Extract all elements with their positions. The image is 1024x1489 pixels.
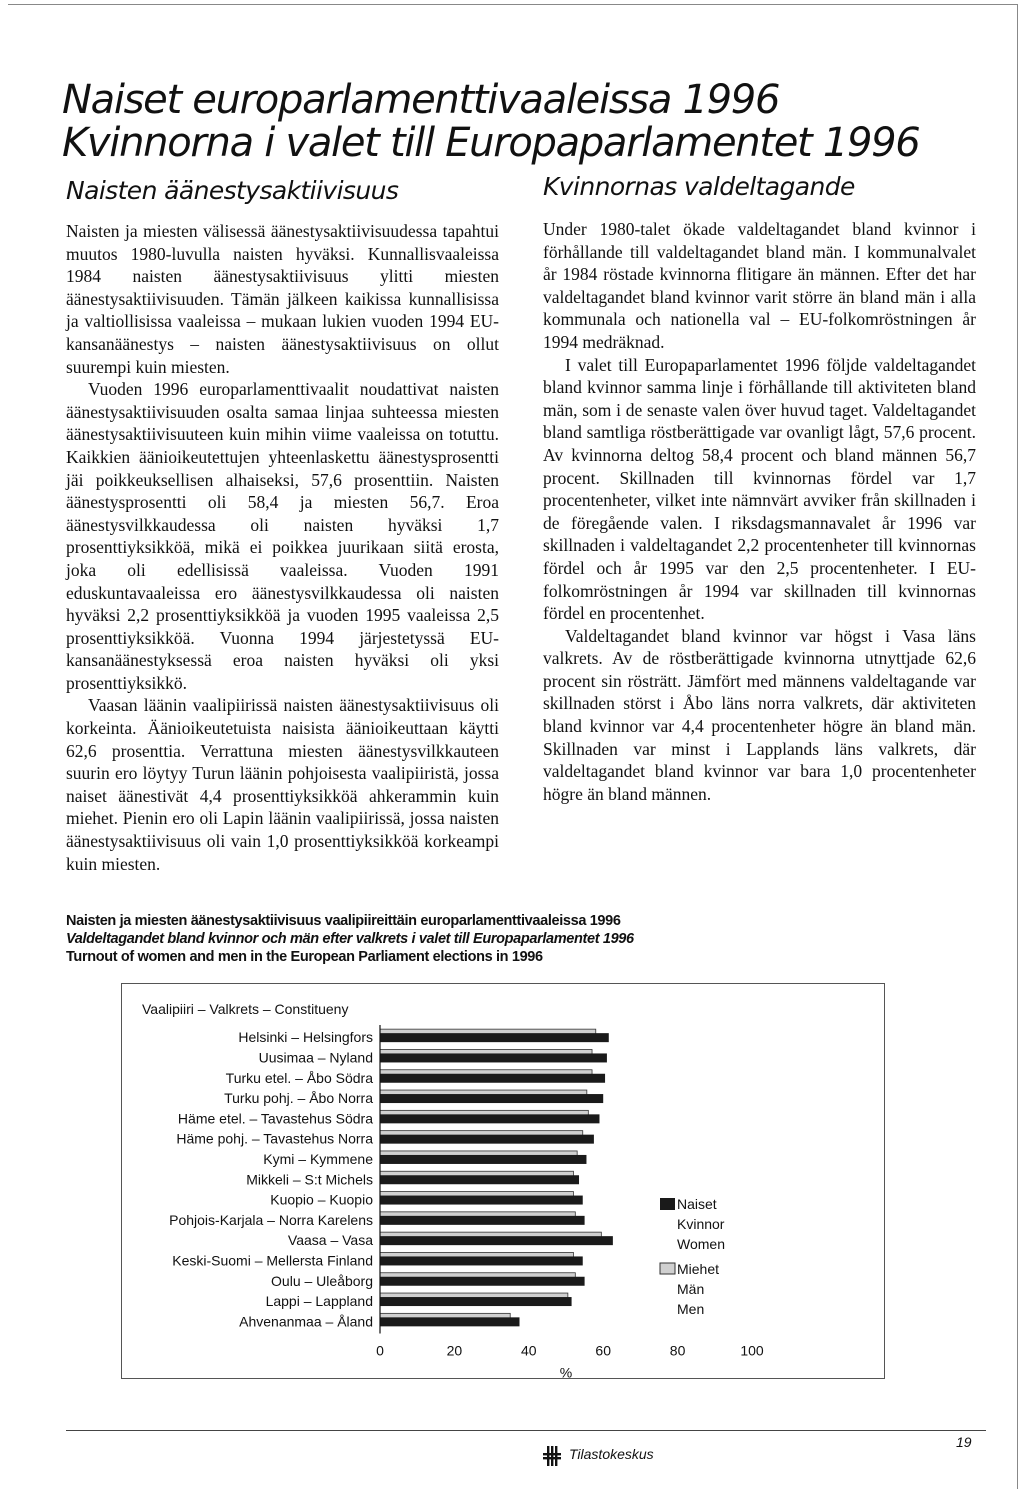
x-tick-label: 40: [521, 1342, 537, 1359]
bar-women: [380, 1196, 583, 1205]
category-label: Helsinki – Helsingfors: [238, 1029, 373, 1046]
x-axis-label: %: [559, 1364, 573, 1378]
bar-women: [380, 1155, 586, 1164]
category-label: Uusimaa – Nyland: [258, 1049, 373, 1066]
bar-women: [380, 1317, 520, 1326]
bar-women: [380, 1277, 585, 1286]
category-label: Häme pohj. – Tavastehus Norra: [176, 1130, 373, 1147]
category-label: Keski-Suomi – Mellersta Finland: [172, 1252, 373, 1269]
finnish-paragraph: Vaasan läänin vaalipiirissä naisten äänestysaktiivisuus oli korkeinta. Äänioikeutetuista naisista äänioikeuttaan käytti 62,6 prosenttia. Verrattuna miesten äänestysvilkkauteen suurin ero löytyy Turun läänin pohjoisesta vaalipiiristä, jossa naiset äänestivät 4,4 prosenttiyksikköä ahkerammin kuin miehet. Pienin ero oli Lapin läänin vaalipiirissä, jossa naisten äänestysaktiivisuus oli vain 1,0 prosenttiyksikköä korkeampi kuin miesten.: [66, 695, 499, 874]
legend-label-men-en: Men: [677, 1301, 705, 1317]
bar-women: [380, 1074, 605, 1083]
category-label: Häme etel. – Tavastehus Södra: [177, 1110, 373, 1127]
legend-label-men-fi: Miehet: [677, 1261, 720, 1277]
footer-publisher: Tilastokeskus: [569, 1446, 654, 1462]
title-swedish: Kvinnorna i valet till Europaparlamentet 1996: [62, 120, 920, 166]
bar-women: [380, 1175, 579, 1184]
category-header: Vaalipiiri – Valkrets – Constitueny: [142, 1001, 349, 1017]
finnish-paragraph: Naisten ja miesten välisessä äänestysaktiivisuudessa tapahtui muutos 1980-luvulla naisten hyväksi. Kunnallisvaaleissa 1984 naisten äänestysaktiivisuus ylitti miesten äänestysaktiivisuuden. Tämän jälkeen kaikissa kunnallisissa ja valtiollisissa vaaleissa – mukaan lukien vuoden 1994 EU-kansanäänestys – naisten äänestysaktiivisuus on ollut suurempi kuin miesten.: [66, 221, 499, 377]
category-label: Vaasa – Vasa: [287, 1232, 373, 1249]
chart-frame: [121, 983, 885, 1379]
title-finnish: Naiset europarlamenttivaaleissa 1996: [62, 77, 780, 123]
x-tick-label: 80: [669, 1342, 686, 1359]
bar-women: [380, 1297, 572, 1306]
page-border-right: [1017, 4, 1018, 1489]
x-tick-label: 0: [376, 1342, 384, 1359]
page-number: 19: [956, 1434, 972, 1450]
bar-women: [380, 1216, 585, 1225]
category-label: Pohjois-Karjala – Norra Karelens: [169, 1211, 373, 1228]
category-label: Oulu – Uleåborg: [271, 1272, 373, 1289]
bar-women: [380, 1256, 583, 1265]
bar-women: [380, 1236, 613, 1245]
category-label: Mikkeli – S:t Michels: [246, 1171, 373, 1188]
chart-caption-english: Turnout of women and men in the European Parliament elections in 1996: [66, 949, 543, 965]
legend-label-women-sv: Kvinnor: [677, 1216, 725, 1232]
turnout-bar-chart: [122, 984, 884, 1378]
bar-women: [380, 1135, 594, 1144]
bar-women: [380, 1114, 599, 1123]
legend-label-men-sv: Män: [677, 1281, 705, 1297]
chart-caption-finnish: Naisten ja miesten äänestysaktiivisuus vaalipiireittäin europarlamenttivaaleissa 1996: [66, 913, 621, 929]
heading-swedish: Kvinnornas valdeltagande: [543, 172, 855, 201]
category-label: Kymi – Kymmene: [263, 1150, 373, 1167]
finnish-text-column: [66, 220, 499, 875]
bar-women: [380, 1033, 609, 1042]
swedish-text-column: [543, 218, 976, 805]
x-tick-label: 60: [595, 1342, 611, 1359]
legend-swatch-men: [660, 1263, 675, 1274]
bar-women: [380, 1094, 603, 1103]
category-label: Turku pohj. – Åbo Norra: [224, 1090, 373, 1107]
page-border-top: [8, 4, 1018, 5]
heading-finnish: Naisten äänestysaktiivisuus: [66, 176, 399, 205]
category-label: Lappi – Lappland: [265, 1293, 373, 1310]
swedish-paragraph: Under 1980-talet ökade valdeltagandet bland kvinnor i förhållande till valdeltagandet bland män. I kommunalvalet år 1984 röstade kvinnorna flitigare än männen. Efter det har valdeltagandet bland kvinnor varit större än bland män i alla kommunala och nationella val – EU-folkomröstningen år 1994 medräknad.: [543, 219, 976, 352]
tilastokeskus-logo-icon: [538, 1445, 566, 1467]
finnish-paragraph: Vuoden 1996 europarlamenttivaalit noudattivat naisten äänestysaktiivisuuden osalta samaa linjaa suhteessa miesten äänestysaktiivisuuteen kuin mihin viime vaaleissa on totuttu. Kaikkien äänioikeutettujen yhteenlaskettu äänestysprosentti jäi poikkeuksellisen alhaiseksi, 57,6 prosenttiin. Naisten äänestysprosentti oli 58,4 ja miesten 56,7. Eroa äänestysvilkkaudessa oli naisten hyväksi 1,7 prosenttiyksikköä, mikä ei poikkea juurikaan siitä erosta, joka oli edellisissä vaaleissa. Vuoden 1991 eduskuntavaaleissa ero äänestysvilkkaudessa oli naisten hyväksi 2,2 prosenttiyksikköä ja vuoden 1995 vaaleissa 2,5 prosenttiyksikköä. Vuonna 1994 järjestetyssä EU-kansanäänestyksessä eroa naisten hyväksi oli yksi prosenttiyksikkö.: [66, 379, 499, 693]
footer-rule: [66, 1430, 986, 1431]
legend-label-women-en: Women: [677, 1236, 725, 1252]
x-tick-label: 20: [446, 1342, 463, 1359]
swedish-paragraph: Valdeltagandet bland kvinnor var högst i Vasa läns valkrets. Av de röstberättigade kvinnorna utnyttjade 62,6 procent sin rösträtt. Jämfört med männens valdeltagande var skillnaden störst i Åbo läns norra valkrets, där aktiviteten bland kvinnor var 4,4 procentenheter högre än bland män. Skillnaden var minst i Lapplands läns valkrets, där valdeltagandet bland kvinnor var bara 1,0 procentenheter högre än bland männen.: [543, 625, 976, 804]
category-label: Kuopio – Kuopio: [270, 1191, 373, 1208]
category-label: Turku etel. – Åbo Södra: [225, 1069, 373, 1086]
chart-caption-swedish: Valdeltagandet bland kvinnor och män efter valkrets i valet till Europaparlamentet 1996: [66, 931, 634, 947]
swedish-paragraph: I valet till Europaparlamentet 1996 följde valdeltagandet bland kvinnor samma linje i förhållande till aktiviteten bland män, som i de senaste valen över huvud taget. Valdeltagandet bland samtliga röstberättigade var ovanligt lågt, 57,6 procent. Av kvinnorna deltog 58,4 procent och bland männen 56,7 procent. Skillnaden till kvinnornas fördel var 1,7 procentenheter, vilket inte nämnvärt avviker från skillnaden i de föregående valen. I riksdagsmannavalet år 1996 var skillnaden i valdeltagandet 2,2 procentenheter till kvinnornas fördel och år 1995 var den 2,5 procentenheter. I EU-folkomröstningen år 1994 var skillnaden till kvinnornas fördel en procentenhet.: [543, 354, 976, 624]
category-label: Ahvenanmaa – Åland: [239, 1313, 373, 1330]
bar-women: [380, 1053, 607, 1062]
legend-swatch-women: [660, 1198, 675, 1210]
legend-label-women-fi: Naiset: [677, 1196, 717, 1212]
x-tick-label: 100: [740, 1342, 764, 1359]
